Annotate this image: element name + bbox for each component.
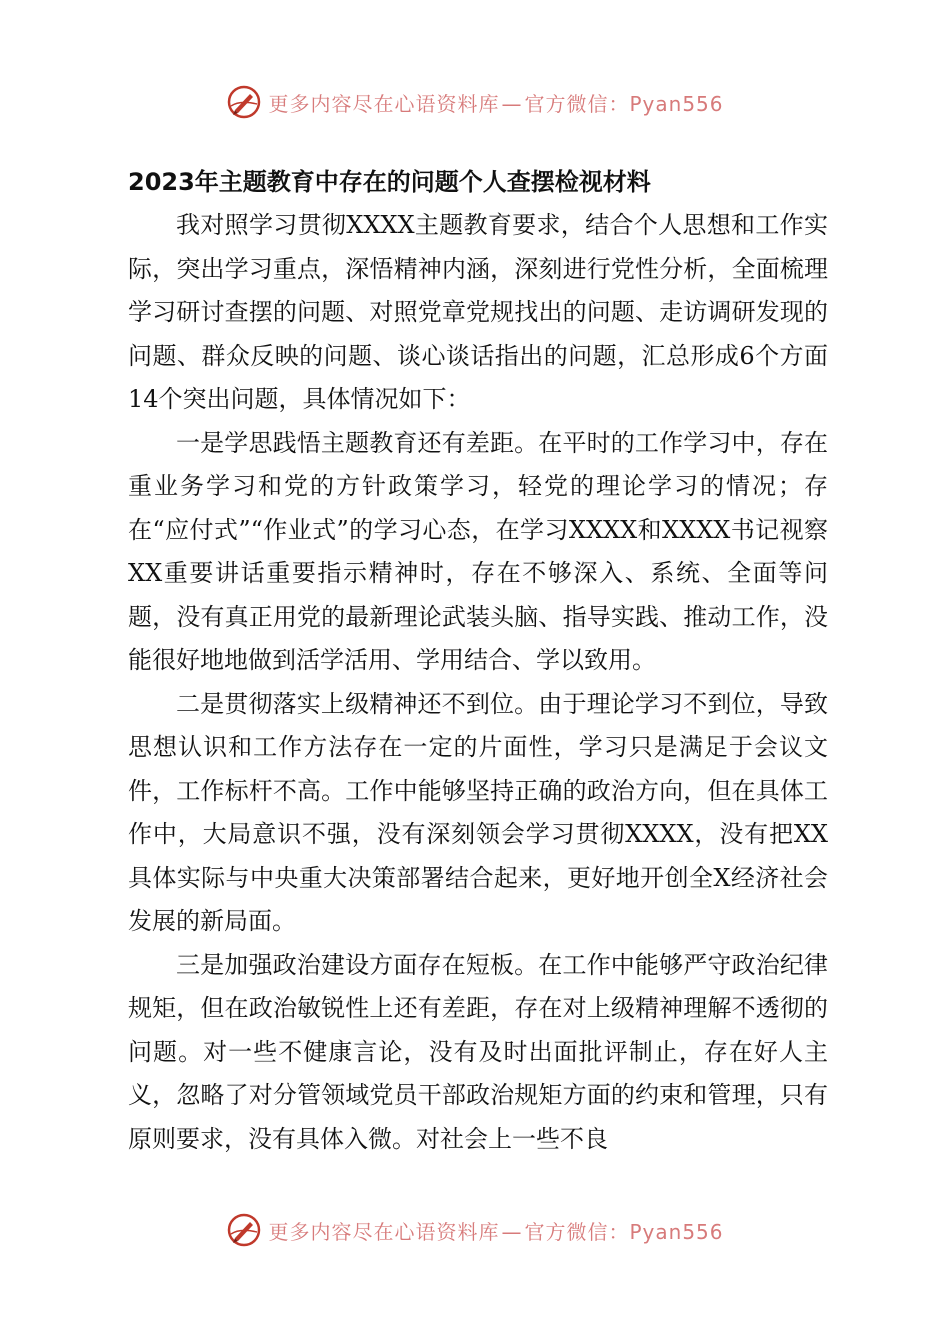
header-banner-title: 更多内容尽在心语资料库 [268, 91, 500, 116]
footer-banner [0, 1208, 950, 1252]
footer-wechat-label: 官方微信： [524, 1219, 630, 1244]
header-wechat-label: 官方微信： [524, 91, 630, 116]
pen-circle-logo-icon [226, 1212, 262, 1248]
document-body [128, 160, 828, 1161]
paragraph-point-1: 一是学思践悟主题教育还有差距。在平时的工作学习中，存在重业务学习和党的方针政策学习，轻党的理论学习的情况；存在“应付式”“作业式”的学习心态，在学习XXXX和XXXX书记视察XX重要讲话重要指示精神时，存在不够深入、系统、全面等问题，没有真正用党的最新理论武装头脑、指导实践、推动工作，没能很好地地做到活学活用、学用结合、学以致用。 [128, 428, 828, 674]
header-banner-text [268, 88, 723, 117]
footer-wechat-id: Pyan556 [629, 1219, 724, 1244]
footer-banner-text [268, 1216, 723, 1245]
pen-circle-logo-icon [226, 84, 262, 120]
paragraph-point-2: 二是贯彻落实上级精神还不到位。由于理论学习不到位，导致思想认识和工作方法存在一定的片面性，学习只是满足于会议文件，工作标杆不高。工作中能够坚持正确的政治方向，但在具体工作中，大局意识不强，没有深刻领会学习贯彻XXXX，没有把XX具体实际与中央重大决策部署结合起来，更好地开创全X经济社会发展的新局面。 [128, 689, 828, 935]
header-wechat-id: Pyan556 [629, 91, 724, 116]
header-banner-separator: — [501, 91, 523, 116]
header-banner [0, 80, 950, 124]
footer-banner-separator: — [501, 1219, 523, 1244]
paragraph-point-3: 三是加强政治建设方面存在短板。在工作中能够严守政治纪律规矩，但在政治敏锐性上还有差距，存在对上级精神理解不透彻的问题。对一些不健康言论，没有及时出面批评制止，存在好人主义，忽略了对分管领域党员干部政治规矩方面的约束和管理，只有原则要求，没有具体入微。对社会上一些不良 [128, 950, 828, 1153]
document-title: 2023年主题教育中存在的问题个人查摆检视材料 [128, 168, 651, 196]
footer-banner-title: 更多内容尽在心语资料库 [268, 1219, 500, 1244]
paragraph-intro: 我对照学习贯彻XXXX主题教育要求，结合个人思想和工作实际，突出学习重点，深悟精神内涵，深刻进行党性分析，全面梳理学习研讨查摆的问题、对照党章党规找出的问题、走访调研发现的问题、群众反映的问题、谈心谈话指出的问题，汇总形成6个方面14个突出问题，具体情况如下： [128, 211, 828, 413]
